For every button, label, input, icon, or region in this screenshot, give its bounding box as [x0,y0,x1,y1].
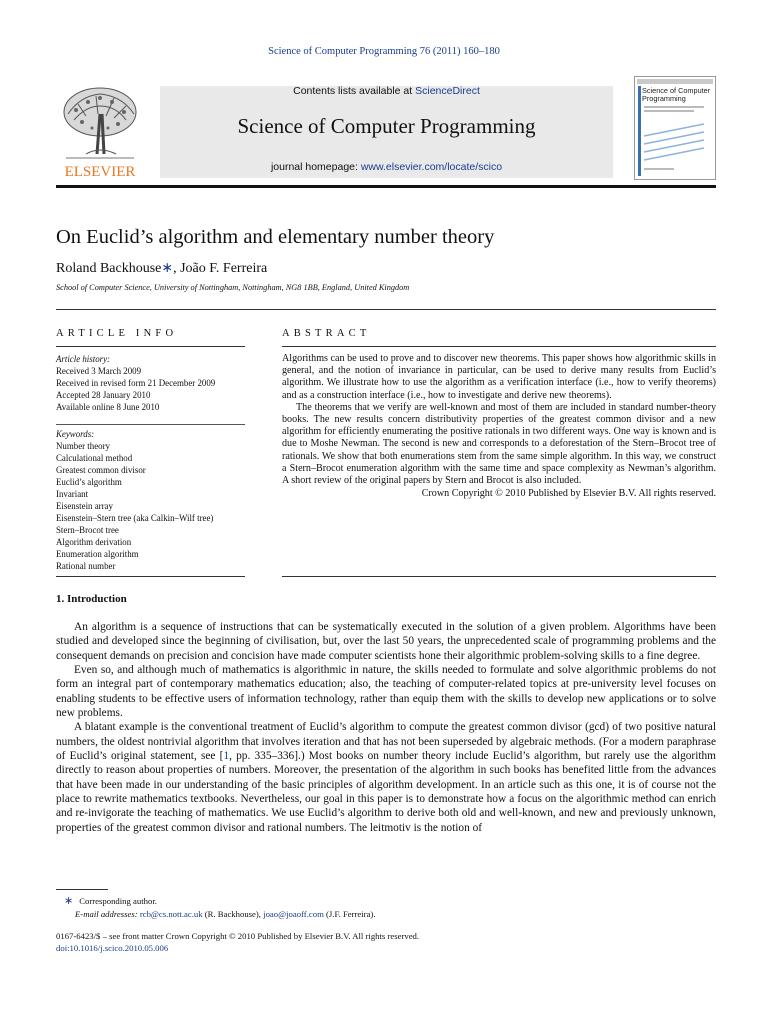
history-item: Available online 8 June 2010 [56,402,160,412]
corresponding-author-label: Corresponding author. [79,896,157,906]
email-owner: (J.F. Ferreira). [323,908,376,919]
body-text-run: , pp. 335–336].) Most books on number theory include Euclid’s algorithm, but rarely use the algorithm directly to reason about properties of numbers. Moreover, the presentation of the algorithm in such books has benefited little from the advances that have been made in our understanding of the basic principles of algorithm development. In an article such as this one, it is of course not the place to rewrite mathematics textbooks. Nevertheless, our goal in this paper is to demonstrate how a focus on the algorithmic method can enrich and re-invigorate the teaching of mathematics. We use Euclid’s algorithm to derive both old and well-known, and new and previously unknown, properties of the greatest common divisor and rational numbers. The leitmotiv is the notion of [56,750,716,834]
body-paragraph: An algorithm is a sequence of instructions that can be systematically executed in the solution of a given problem. Algorithms have been studied and developed since the beginning of civilisation, but, over the last 50 years, the unprecedented scale of programming problems and the consequent demands on precision and concision have made computer scientists hone their algorithmic problem-solving skills to a fine degree. [56,621,716,662]
corresponding-author-link[interactable]: ∗ [161,261,174,276]
journal-cover-image [634,76,716,180]
journal-title: Science of Computer Programming [237,114,536,138]
section-heading-introduction: 1. Introduction [56,593,127,605]
article-title: On Euclid’s algorithm and elementary number theory [56,226,495,248]
history-label: Article history: [56,354,110,364]
keyword-item: Enumeration algorithm [56,549,139,559]
abstract-bottom-rule [282,576,716,577]
issn-line: 0167-6423/$ – see front matter Crown Copyright © 2010 Published by Elsevier B.V. All rights reserved. [56,931,420,941]
abstract-rule [282,346,716,347]
author-ferreira: João F. Ferreira [180,261,268,276]
keyword-item: Greatest common divisor [56,465,146,475]
keywords-label: Keywords: [56,429,95,439]
elsevier-wordmark: ELSEVIER [64,164,136,180]
history-item: Received 3 March 2009 [56,366,142,376]
body-paragraph: Even so, and although much of mathematics is algorithmic in nature, the skills needed to formulate and solve algorithmic problems do not form an integral part of contemporary mathematics education; also, the teaching of computer-related topics at pre-university level focuses on enabling students to be effective users of information technology, rather than equip them with the skills to develop new applications or to solve new problems. [56,664,716,720]
journal-reference-link[interactable]: Science of Computer Programming 76 (2011) 160–180 [268,46,500,57]
article-info-heading: ARTICLE INFO [56,328,178,339]
journal-homepage-link[interactable]: www.elsevier.com/locate/scico [360,161,503,173]
keyword-item: Euclid’s algorithm [56,477,122,487]
article-info-rule [56,346,245,347]
authors-line [56,260,267,277]
history-keywords-rule [56,424,245,425]
homepage-line [160,161,613,173]
author-separator: , [173,261,181,276]
body-paragraph [56,720,716,835]
history-item: Accepted 28 January 2010 [56,390,151,400]
doi-link[interactable]: doi:10.1016/j.scico.2010.05.006 [56,942,169,953]
author-backhouse: Roland Backhouse [56,261,162,276]
article-history [56,353,256,413]
abstract-paragraph: Algorithms can be used to prove and to discover new theorems. This paper shows how algorithmic skills in general, and the notion of invariance in particular, can be used to derive many results from Euclid’s algorithm. We illustrate how to use the algorithm as a verification interface (i.e., how to verify theorems) and as a construction interface (i.e., how to investigate and derive new theorems). [282,353,716,401]
footnote-rule [56,889,108,890]
article-info-bottom-rule [56,576,245,577]
keyword-item: Calculational method [56,453,133,463]
title-rule [56,309,716,310]
keyword-item: Eisenstein array [56,501,113,511]
svg-text:Science of Computer: Science of Computer [642,86,711,95]
svg-text:Programming: Programming [642,94,686,103]
sciencedirect-link[interactable]: ScienceDirect [415,85,480,97]
email-label: E-mail addresses: [75,908,138,919]
abstract-heading: ABSTRACT [282,328,371,339]
footnote-emails [64,908,376,921]
abstract-paragraph: The theorems that we verify are well-known and most of them are included in standard number-theory books. The new results concern distributivity properties of the greatest common divisor and a new algorithm for efficiently enumerating the positive rationals in two different ways. One way is known and is due to Moshe Newman. The second is new and corresponds to a deforestation of the Stern–Brocot tree of rationals. We show that both enumerations stem from the same simple algorithm. In this way, we construct a Stern–Brocot enumeration algorithm with the same time and space complexity as Newman’s algorithm. A short review of the original papers by Stern and Brocot is also included. [282,401,716,487]
body-text-run: A blatant example is the conventional treatment of Euclid’s algorithm to compute the greatest common divisor (gcd) of two positive natural numbers, the oldest nontrivial algorithm that involves iteration and that has not been superseded by algebraic methods. (For a modern paraphrase of Euclid’s original statement, see [ [56,721,716,763]
header-rule [56,185,716,188]
citation-link[interactable]: 1 [223,750,230,763]
email-link-backhouse[interactable]: rcb@cs.nott.ac.uk [139,908,203,919]
keyword-item: Eisenstein–Stern tree (aka Calkin–Wilf tree) [56,513,214,523]
footnote-mark: ∗ [64,895,74,907]
contents-prefix: Contents lists available at [293,85,413,97]
footnote-corresponding [64,895,376,908]
keyword-item: Stern–Brocot tree [56,525,119,535]
keyword-item: Algorithm derivation [56,537,132,547]
email-owner: (R. Backhouse), [202,908,264,919]
copyright-line: Crown Copyright © 2010 Published by Elsevier B.V. All rights reserved. [421,488,716,500]
introduction-body [56,620,716,835]
keywords-list [56,428,256,572]
history-item: Received in revised form 21 December 2009 [56,378,216,388]
keyword-item: Invariant [56,489,89,499]
homepage-prefix: journal homepage: [270,161,358,173]
footnote [64,895,376,920]
contents-line [160,85,613,97]
abstract-body [282,353,716,500]
email-link-ferreira[interactable]: joao@joaoff.com [263,908,324,919]
keyword-item: Rational number [56,561,116,571]
keyword-item: Number theory [56,441,110,451]
front-matter [56,931,419,954]
affiliation: School of Computer Science, University of Nottingham, Nottingham, NG8 1BB, England, United Kingdom [56,283,410,292]
elsevier-logo [56,84,144,180]
elsevier-tree-icon [56,84,144,180]
